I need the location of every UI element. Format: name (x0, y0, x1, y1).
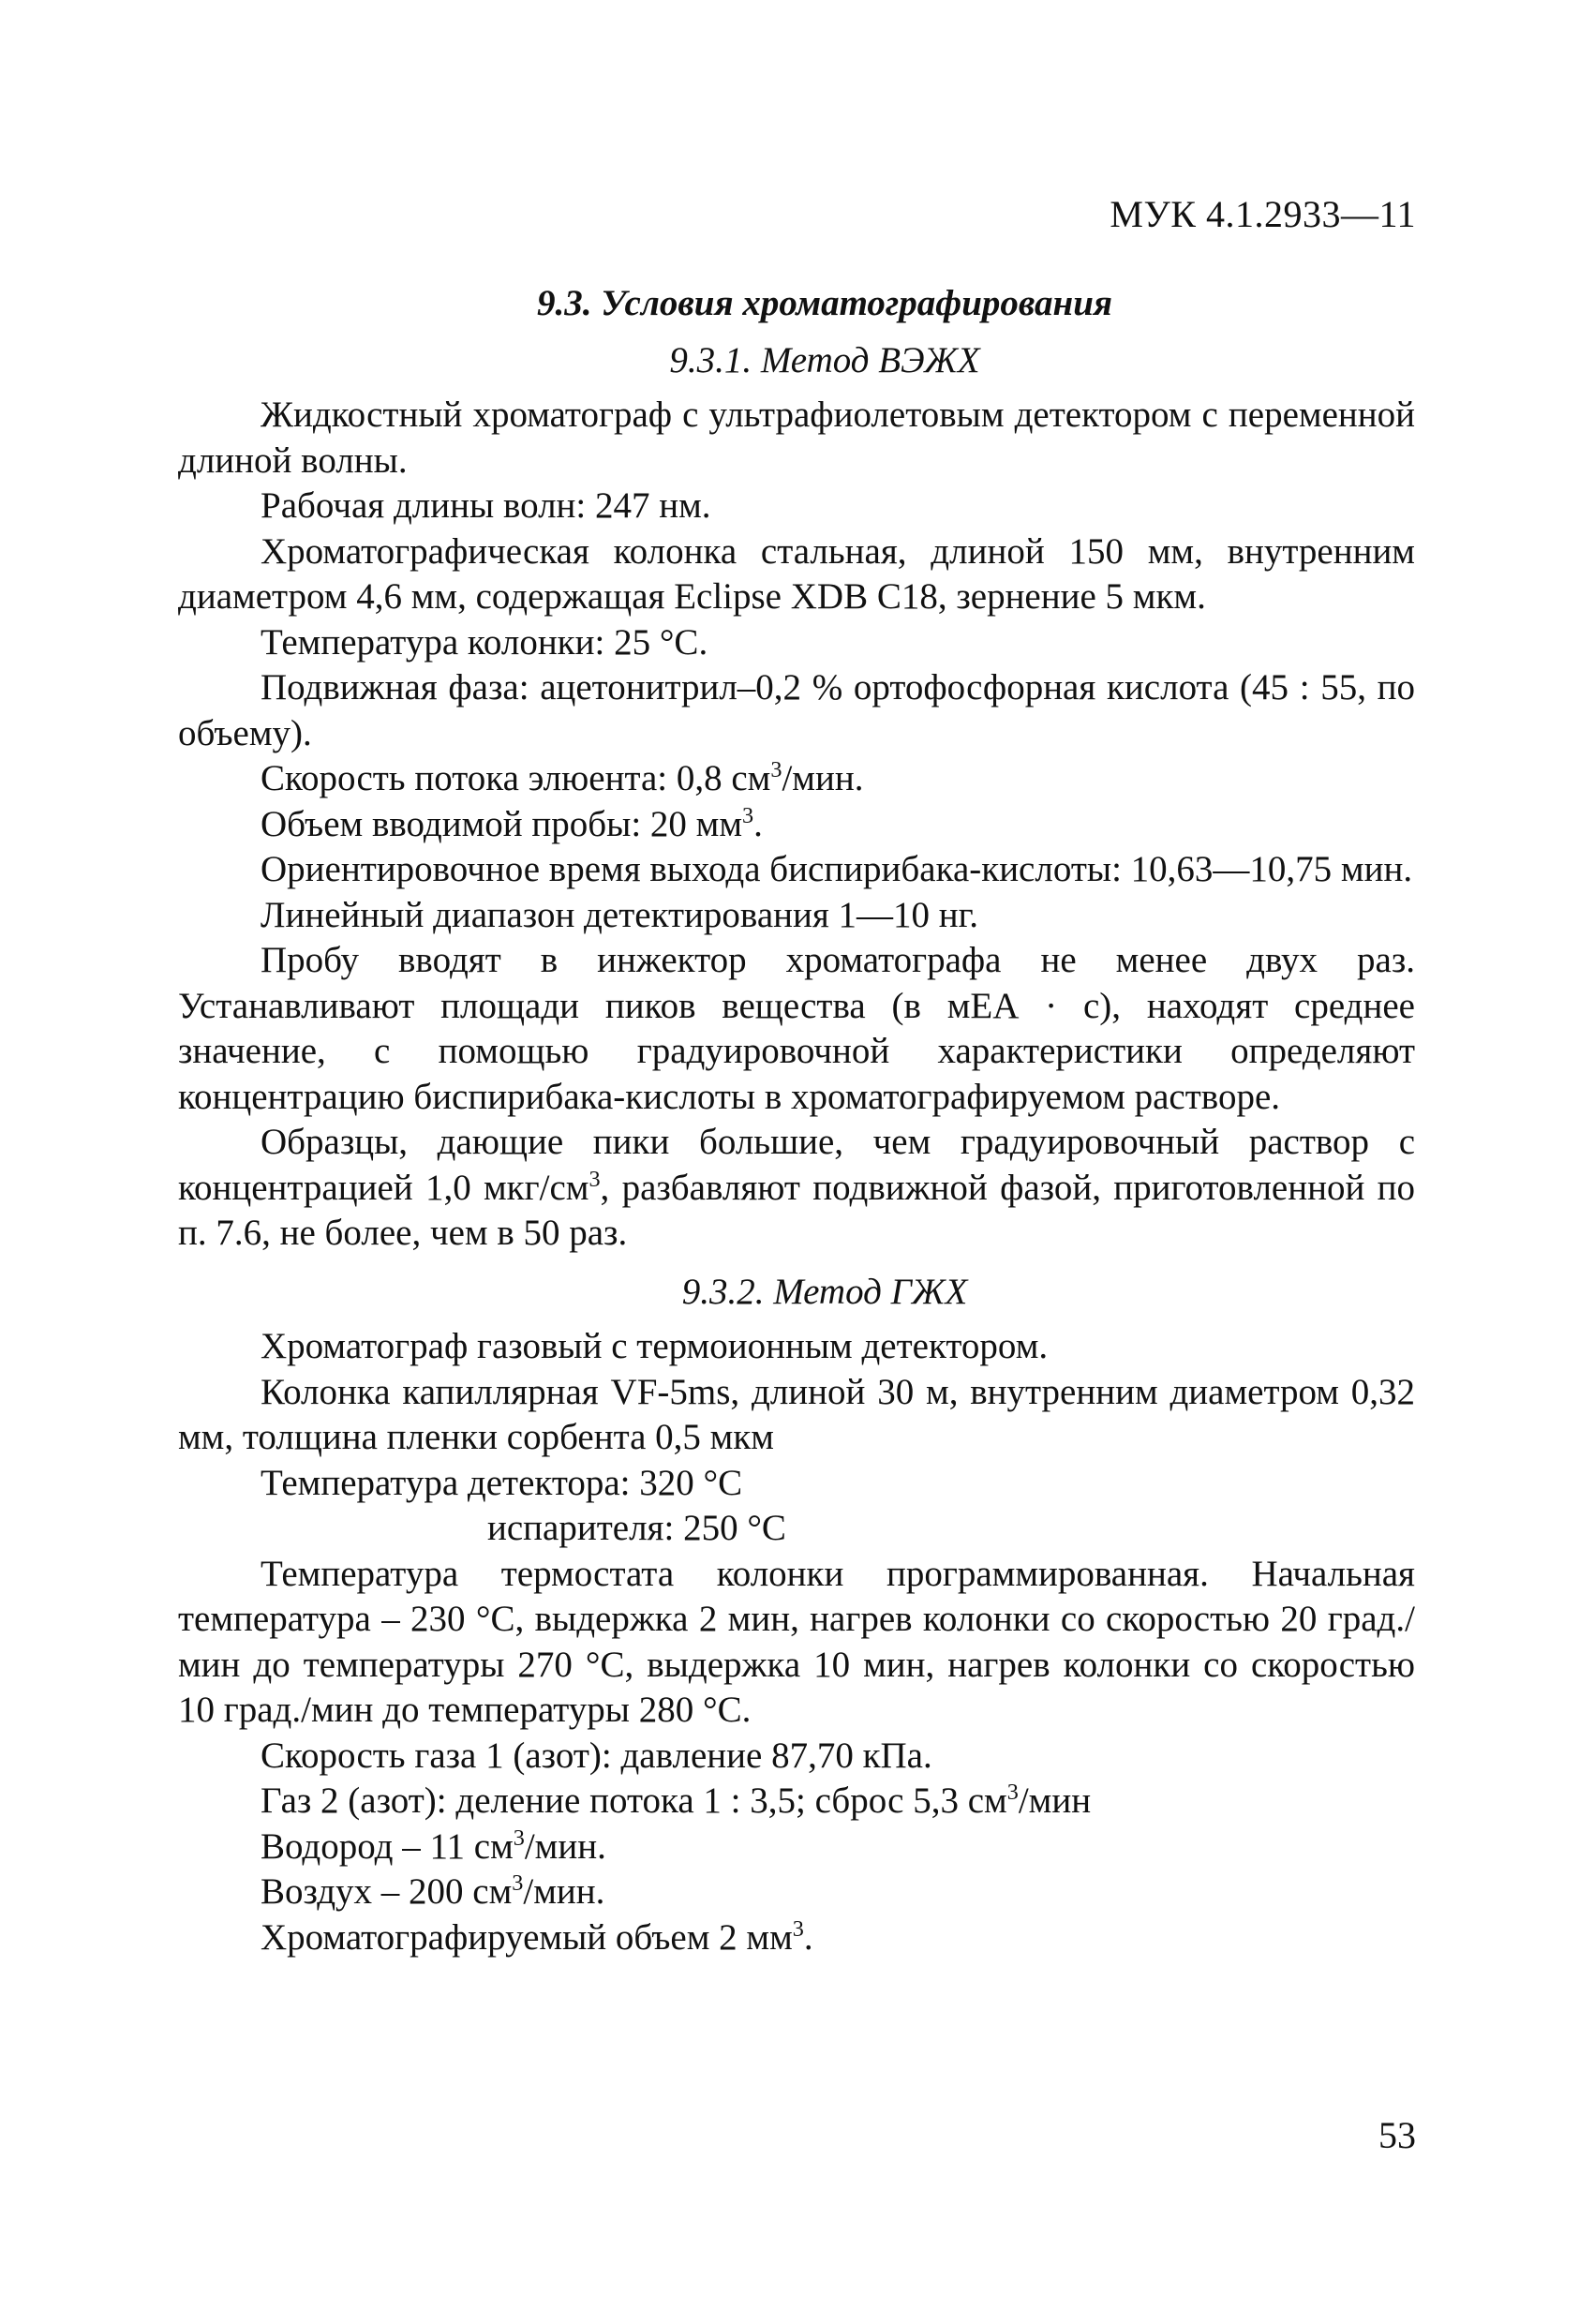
hplc-paragraph: Жидкостный хроматограф с ультрафиолетовым детектором с переменной длиной волны. (178, 395, 1415, 481)
text-run: Скорость потока элюента: 0,8 см (261, 758, 771, 798)
text-block (178, 281, 1415, 1960)
hplc-paragraph (178, 756, 1415, 802)
hplc-paragraph (178, 802, 1415, 848)
text-run: . (753, 803, 763, 844)
gc-paragraph: Хроматограф газовый с термоионным детектором. (261, 1326, 1049, 1366)
superscript: 3 (742, 802, 754, 828)
hplc-paragraph: Подвижная фаза: ацетонитрил–0,2 % ортофосфорная кислота (45 : 55, по объему). (178, 667, 1415, 753)
text-run: Образцы, дающие пики большие, чем градуировочный раствор с концентрацией 1,0 мкг/см (178, 1122, 1415, 1208)
superscript: 3 (588, 1166, 601, 1192)
text-run: /мин (1018, 1780, 1092, 1821)
hplc-paragraph: Пробу вводят в инжектор хроматографа не менее двух раз. Устанавливают площади пиков вещества (в мЕА · с), находят среднее значение, с помощью градуировочной характеристики определяют концентрацию биспирибака-кислоты в хроматографируемом растворе. (178, 940, 1415, 1117)
text-run: /мин. (782, 758, 864, 798)
text-run: , разбавляют подвижной фазой, приготовленной по п. 7.6, не более, чем в 50 раз. (178, 1167, 1416, 1253)
gc-paragraph: Температура термостата колонки программированная. Начальная температура – 230 °С, выдержка 2 мин, нагрев колонки со скоростью 20 град./мин до температуры 270 °С, выдержка 10 мин, нагрев колонки со скоростью 10 град./мин до температуры 280 °С. (178, 1553, 1415, 1730)
superscript: 3 (513, 1825, 525, 1851)
hplc-paragraph: Линейный диапазон детектирования 1—10 нг. (261, 894, 979, 935)
gc-paragraph: Скорость газа 1 (азот): давление 87,70 кПа. (261, 1735, 932, 1776)
page-number: 53 (1378, 2114, 1416, 2156)
gc-paragraph: испарителя: 250 °С (487, 1508, 786, 1548)
hplc-paragraph: Температура колонки: 25 °С. (261, 621, 708, 663)
hplc-method-title: 9.3.1. Метод ВЭЖХ (669, 339, 980, 380)
hplc-paragraph: Рабочая длины волн: 247 нм. (261, 485, 711, 526)
superscript: 3 (512, 1870, 524, 1896)
gc-paragraph: Колонка капиллярная VF-5ms, длиной 30 м, внутренним диаметром 0,32 мм, толщина пленки сорбента 0,5 мкм (178, 1371, 1415, 1457)
document-code: МУК 4.1.2933—11 (1110, 193, 1416, 235)
text-run: Объем вводимой пробы: 20 мм (261, 803, 743, 844)
superscript: 3 (770, 757, 782, 782)
gc-paragraph (178, 1915, 1415, 1961)
gc-paragraph (178, 1779, 1415, 1825)
hplc-paragraph: Хроматографическая колонка стальная, длиной 150 мм, внутренним диаметром 4,6 мм, содержащая Eclipse XDB C18, зернение 5 мкм. (178, 530, 1415, 617)
text-run: Газ 2 (азот): деление потока 1 : 3,5; сброс 5,3 см (261, 1780, 1007, 1821)
superscript: 3 (792, 1915, 804, 1942)
text-run: . (803, 1916, 813, 1958)
text-run: Водород – 11 см (261, 1825, 514, 1867)
text-run: /мин. (524, 1825, 606, 1867)
text-run: Хроматографируемый объем 2 мм (261, 1916, 793, 1958)
section-title: 9.3. Условия хроматографирования (537, 283, 1112, 323)
text-run: /мин. (523, 1871, 605, 1912)
gc-paragraph: Температура детектора: 320 °С (261, 1462, 743, 1503)
gc-paragraph (178, 1825, 1415, 1870)
text-run: Воздух – 200 см (261, 1871, 513, 1912)
hplc-paragraph (178, 1120, 1415, 1257)
superscript: 3 (1006, 1780, 1019, 1805)
hplc-paragraph: Ориентировочное время выхода биспирибака-кислоты: 10,63—10,75 мин. (261, 849, 1413, 889)
gc-method-title: 9.3.2. Метод ГЖХ (681, 1271, 968, 1312)
gc-paragraph (178, 1870, 1415, 1915)
